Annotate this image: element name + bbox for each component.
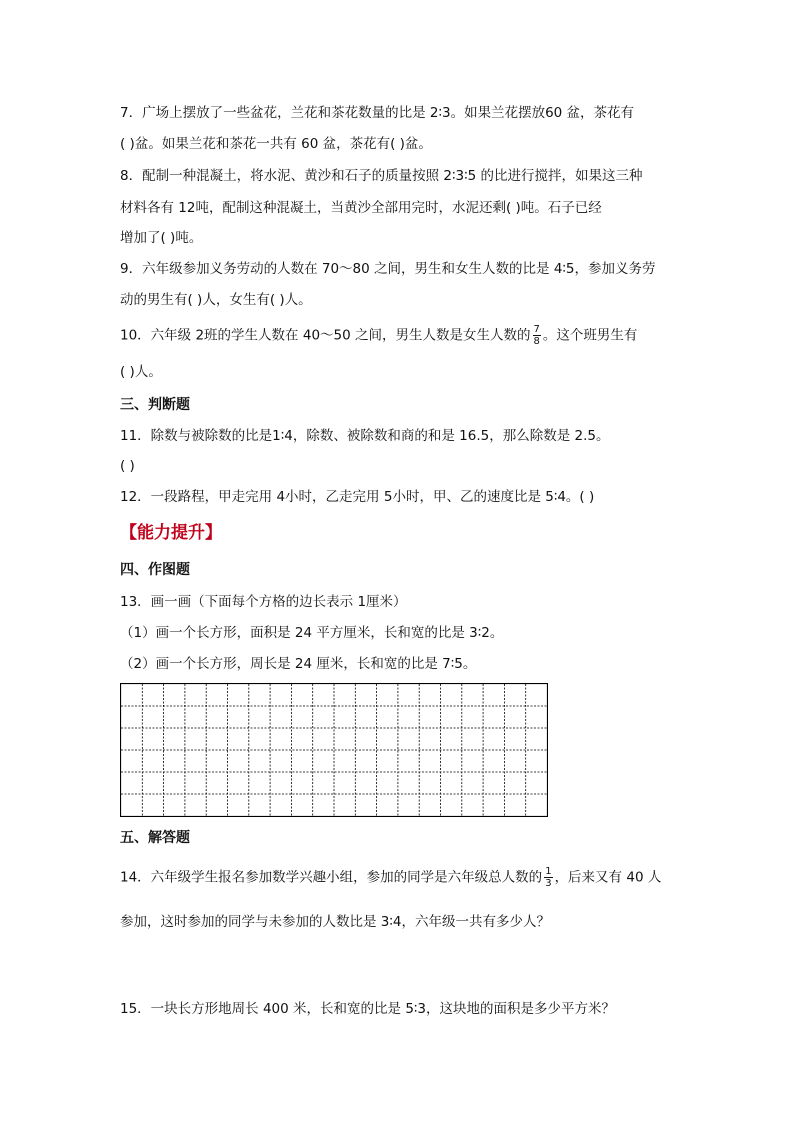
q7-line1: 7．广场上摆放了一些盆花，兰花和茶花数量的比是 2∶3。如果兰花摆放60 盆，茶花有 — [120, 105, 635, 121]
q11-line2: ( ) — [120, 458, 135, 474]
q10-text-a: 10．六年级 2班的学生人数在 40～50 之间，男生人数是女生人数的 — [120, 327, 531, 344]
q14-line1 — [120, 866, 661, 889]
q8-line3: 增加了( )吨。 — [120, 230, 203, 246]
q8-line1: 8．配制一种混凝土，将水泥、黄沙和石子的质量按照 2∶3∶5 的比进行搅拌，如果这三种 — [120, 168, 643, 184]
q10-line2: ( )人。 — [120, 364, 162, 380]
q12-line1: 12．一段路程，甲走完用 4小时，乙走完用 5小时，甲、乙的速度比是 5∶4。( ) — [120, 489, 595, 505]
q14-frac-denominator: 3 — [545, 878, 552, 889]
q13-line2: （1）画一个长方形，面积是 24 平方厘米，长和宽的比是 3∶2。 — [120, 625, 504, 641]
q10-line1 — [120, 324, 637, 347]
ability-heading: 【能力提升】 — [120, 523, 222, 543]
q10-fraction — [533, 324, 541, 347]
q14-fraction — [544, 866, 552, 889]
q14-text-a: 14．六年级学生报名参加数学兴趣小组，参加的同学是六年级总人数的 — [120, 869, 543, 886]
section-4-heading: 四、作图题 — [120, 562, 190, 578]
grid-svg — [120, 683, 548, 817]
q15-line1: 15．一块长方形地周长 400 米，长和宽的比是 5∶3，这块地的面积是多少平方米？ — [120, 1001, 616, 1017]
q9-line1: 9．六年级参加义务劳动的人数在 70～80 之间，男生和女生人数的比是 4∶5，参加义务劳 — [120, 261, 656, 277]
section-3-heading: 三、判断题 — [120, 397, 190, 413]
section-5-heading: 五、解答题 — [120, 830, 190, 846]
q10-frac-denominator: 8 — [533, 336, 540, 347]
q13-line1: 13．画一画（下面每个方格的边长表示 1厘米） — [120, 594, 407, 610]
q10-text-b: 。这个班男生有 — [542, 327, 638, 344]
q9-line2: 动的男生有( )人，女生有( )人。 — [120, 292, 312, 308]
q13-line3: （2）画一个长方形，周长是 24 厘米，长和宽的比是 7∶5。 — [120, 656, 477, 672]
q14-frac-numerator: 1 — [545, 866, 552, 877]
drawing-grid — [120, 683, 548, 817]
q10-frac-numerator: 7 — [533, 324, 540, 335]
q7-line2: ( )盆。如果兰花和茶花一共有 60 盆，茶花有( )盆。 — [120, 136, 432, 152]
q8-line2: 材料各有 12吨，配制这种混凝土，当黄沙全部用完时，水泥还剩( )吨。石子已经 — [120, 200, 602, 216]
q14-line2: 参加，这时参加的同学与未参加的人数比是 3∶4，六年级一共有多少人？ — [120, 914, 550, 930]
q14-text-b: ，后来又有 40 人 — [554, 869, 662, 886]
q11-line1: 11．除数与被除数的比是1∶4，除数、被除数和商的和是 16.5，那么除数是 2.5。 — [120, 428, 610, 444]
